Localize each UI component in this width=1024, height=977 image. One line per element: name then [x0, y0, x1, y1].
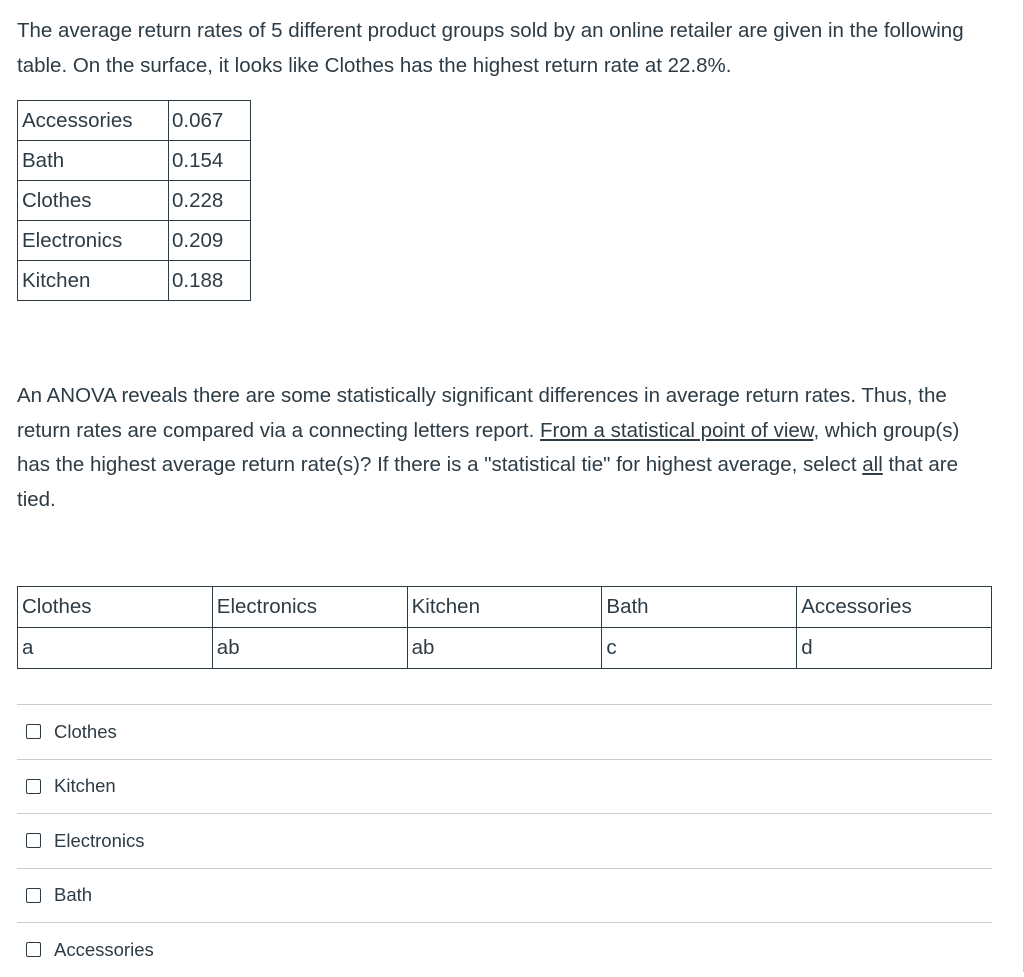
group-name-cell: Electronics	[18, 221, 169, 261]
group-name-cell: Kitchen	[18, 261, 169, 301]
table-row	[18, 221, 251, 261]
answer-label[interactable]: Clothes	[54, 720, 117, 742]
group-name-cell: Bath	[18, 141, 169, 181]
letters-group-cell: Clothes	[18, 587, 213, 628]
letters-value-cell: ab	[407, 628, 602, 669]
answer-options	[17, 704, 992, 977]
checkbox[interactable]	[26, 888, 41, 903]
letters-value-cell: ab	[212, 628, 407, 669]
answer-option-kitchen[interactable]	[17, 759, 992, 814]
letters-group-cell: Kitchen	[407, 587, 602, 628]
checkbox[interactable]	[26, 779, 41, 794]
anova-text-underlined-all: all	[862, 453, 883, 476]
group-name-cell: Clothes	[18, 181, 169, 221]
table-header-row	[18, 587, 992, 628]
intro-text: The average return rates of 5 different product groups sold by an online retailer are given in the following table. On the surface, it looks like Clothes has the highest return rate at 22.8%.	[17, 19, 964, 77]
question-intro	[17, 14, 992, 83]
table-row	[18, 181, 251, 221]
answer-label[interactable]: Bath	[54, 884, 93, 906]
table-row	[18, 261, 251, 301]
rate-value-cell: 0.154	[169, 141, 251, 181]
group-name-cell: Accessories	[18, 101, 169, 141]
checkbox[interactable]	[26, 833, 41, 848]
answer-label[interactable]: Electronics	[54, 829, 145, 851]
anova-question	[17, 379, 992, 517]
checkbox[interactable]	[26, 724, 41, 739]
answer-label[interactable]: Kitchen	[54, 775, 116, 797]
letters-group-cell: Accessories	[797, 587, 992, 628]
connecting-letters-table	[17, 586, 992, 669]
table-row	[18, 141, 251, 181]
table-row	[18, 101, 251, 141]
anova-text-part5: that are tied.	[17, 453, 958, 511]
rate-value-cell: 0.209	[169, 221, 251, 261]
anova-text-part3: , which group(s) has the highest average return rate(s)? If there is a "statistical tie" for highest average, select	[17, 418, 960, 476]
letters-value-cell: c	[602, 628, 797, 669]
rate-value-cell: 0.188	[169, 261, 251, 301]
anova-text	[17, 379, 992, 517]
answer-label[interactable]: Accessories	[54, 938, 154, 960]
answer-option-clothes[interactable]	[17, 704, 992, 759]
rate-value-cell: 0.067	[169, 101, 251, 141]
rate-value-cell: 0.228	[169, 181, 251, 221]
return-rates-table	[17, 100, 251, 301]
letters-group-cell: Bath	[602, 587, 797, 628]
checkbox[interactable]	[26, 942, 41, 957]
answer-option-electronics[interactable]	[17, 813, 992, 868]
letters-group-cell: Electronics	[212, 587, 407, 628]
table-row	[18, 628, 992, 669]
anova-text-part1: An ANOVA reveals there are some statistically significant differences in average return rates. Thus, the return rates are compared via a connecting letters report.	[17, 384, 947, 442]
answer-option-bath[interactable]	[17, 868, 992, 923]
answer-option-accessories[interactable]	[17, 922, 992, 977]
letters-value-cell: a	[18, 628, 213, 669]
letters-value-cell: d	[797, 628, 992, 669]
anova-text-underlined-phrase: From a statistical point of view	[540, 418, 814, 442]
